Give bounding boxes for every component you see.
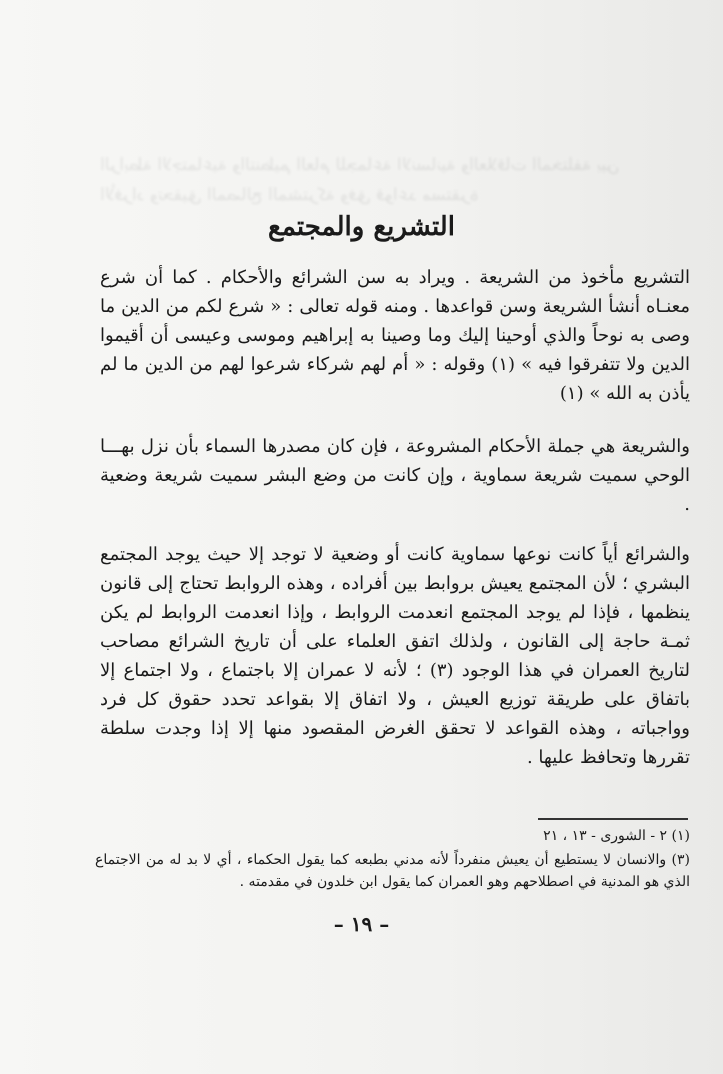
footnote-3: (٣) والانسان لا يستطيع أن يعيش منفرداً لأنه مدني بطبعه كما يقول الحكماء ، أي لا بد له من الاجتماع الذي هو المدنية في اصطلاحهم وهو العمران كما يقول ابن خلدون في مقدمته . xyxy=(95,852,690,890)
paragraph-sharia: والشريعة هي جملة الأحكام المشروعة ، فإن كان مصدرها السماء بأن نزل بهـــا الوحي سميت شريعة سماوية ، وإن كانت من وضع البشر سميت شريعة وضعية . xyxy=(100,436,690,515)
bleed-through-text: الرابطة الاجتماعية والتنظيم العام للجماعة الانسانية والعلاقات المختلفة بين الأفراد وتحقيق المصالح المشتركة وفق قواعد مستقرة xyxy=(100,155,620,205)
paragraph-definition: التشريع مأخوذ من الشريعة . ويراد به سن الشرائع والأحكام . كما أن شرع معنـاه أنشأ الشريعة وسن قواعدها . ومنه قوله تعالى : « شرع لكم من الدين ما وصى به نوحاً والذي أوحينا إليك وما وصينا به إبراهيم وموسى وعيسى أن أقيموا الدين ولا تتفرقوا فيه » (١) وقوله : « أم لهم شركاء شرعوا لهم من الدين ما لم يأذن به الله » (١) xyxy=(100,267,690,404)
page-title: التشريع والمجتمع xyxy=(268,212,455,242)
paragraph-laws-society: والشرائع أياً كانت نوعها سماوية كانت أو وضعية لا توجد إلا حيث يوجد المجتمع البشري ؛ لأن المجتمع يعيش بروابط بين أفراده ، وهذه الروابط تحتاج إلى قانون ينظمها ، فإذا لم يوجد المجتمع انعدمت الروابط ، وإذا انعدمت الروابط لم يكن ثمـة حاجة إلى القانون ، ولذلك اتفق العلماء على أن تاريخ الشرائع مصاحب لتاريخ العمران في هذا الوجود (٣) ؛ لأنه لا عمران إلا باجتماع ، ولا اجتماع إلا باتفاق على طريقة توزيع العيش ، ولا اتفاق إلا بقواعد تحدد حقوق كل فرد وواجباته ، وهذه القواعد لا تحقق الغرض المقصود منها إلا إذا وجدت سلطة تقررها وتحافظ عليها . xyxy=(100,544,690,768)
footnote-1: (١) ٢ - الشورى - ١٣ ، ٢١ xyxy=(543,828,690,844)
page-number: – ١٩ – xyxy=(333,912,390,936)
footnote-divider xyxy=(538,818,688,820)
